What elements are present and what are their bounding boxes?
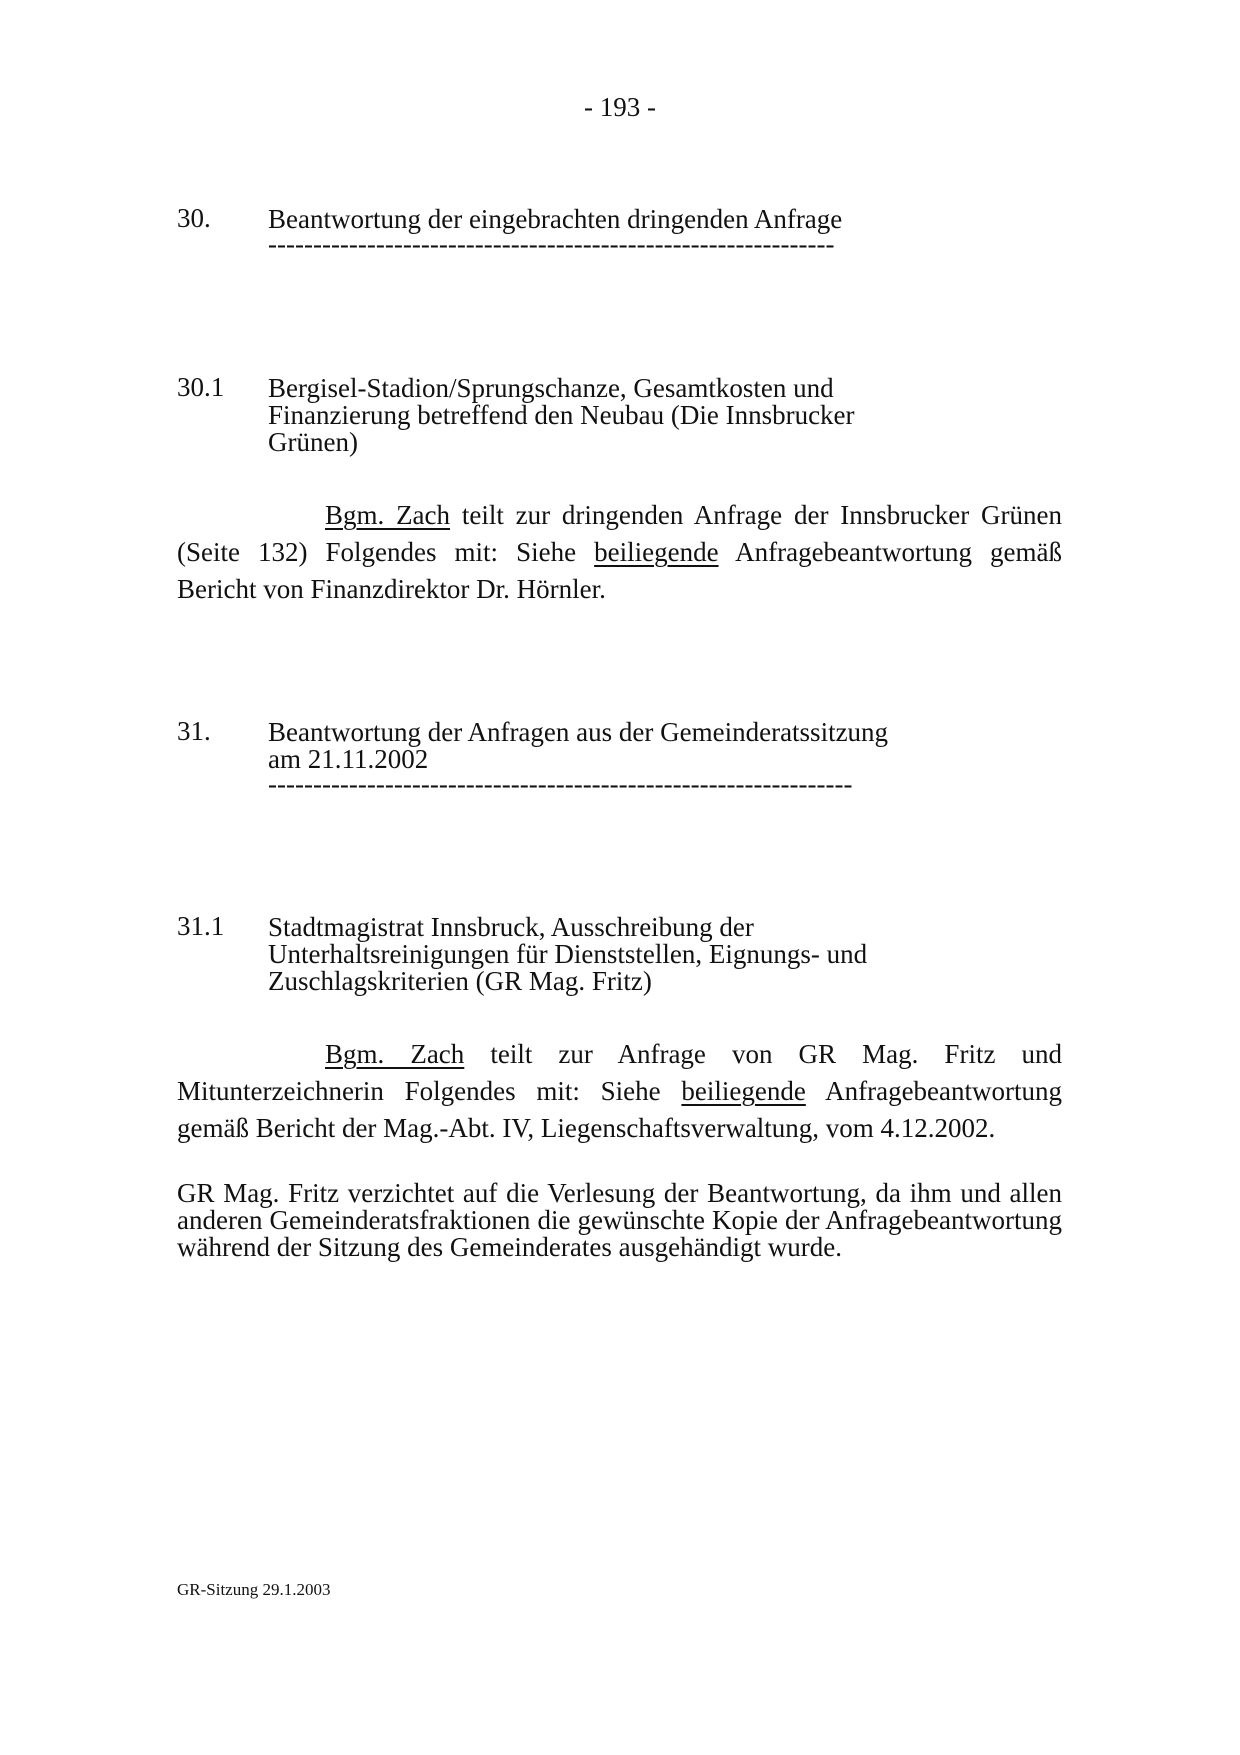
heading-dash-line: ----------------------------------------------------------------- [268, 769, 853, 799]
body-text: teilt zur Anfrage von GR Mag. Fritz und Mitunterzeichnerin Folgendes mit: Siehe [177, 1039, 1062, 1106]
item-number: 31.1 [177, 911, 225, 941]
body-text: Anfragebeantwortung gemäß Bericht von Finanzdirektor Dr. Hörnler. [177, 537, 1063, 604]
heading-dash-line: --------------------------------------------------------------- [268, 229, 835, 259]
item-body [177, 1036, 1062, 1147]
item-number: 31. [177, 716, 211, 746]
body-text: Anfragebeantwortung gemäß Bericht der Mag.-Abt. IV, Liegenschaftsverwaltung, vom 4.12.2002. [177, 1076, 1063, 1143]
item-number: 30.1 [177, 372, 225, 402]
item-body [177, 497, 1062, 608]
item-heading: Beantwortung der Anfragen aus der Gemeinderatssitzung am 21.11.2002 [268, 717, 889, 774]
body-text: teilt zur dringenden Anfrage der Innsbrucker Grünen (Seite 132) Folgendes mit: Siehe [177, 500, 1062, 567]
item-heading: Beantwortung der eingebrachten dringenden Anfrage [268, 204, 843, 234]
underlined-word: beiliegende [681, 1076, 806, 1106]
item-heading: Bergisel-Stadion/Sprungschanze, Gesamtkosten und Finanzierung betreffend den Neubau (Die Innsbrucker Grünen) [268, 373, 855, 457]
item-number: 30. [177, 203, 211, 233]
speaker-name: Bgm. Zach [325, 500, 451, 530]
underlined-word: beiliegende [594, 537, 719, 567]
item-heading: Stadtmagistrat Innsbruck, Ausschreibung der Unterhaltsreinigungen für Dienststellen, Eignungs- und Zuschlagskriterien (GR Mag. Fritz) [268, 912, 868, 996]
page-footer: GR-Sitzung 29.1.2003 [177, 1580, 331, 1599]
speaker-name: Bgm. Zach [325, 1039, 465, 1069]
page-number: - 193 - [584, 92, 656, 122]
item-note: GR Mag. Fritz verzichtet auf die Verlesung der Beantwortung, da ihm und allen anderen Gemeinderatsfraktionen die gewünschte Kopie der Anfragebeantwortung während der Sitzung des Gemeinderates ausgehändigt wurde. [177, 1178, 1062, 1262]
